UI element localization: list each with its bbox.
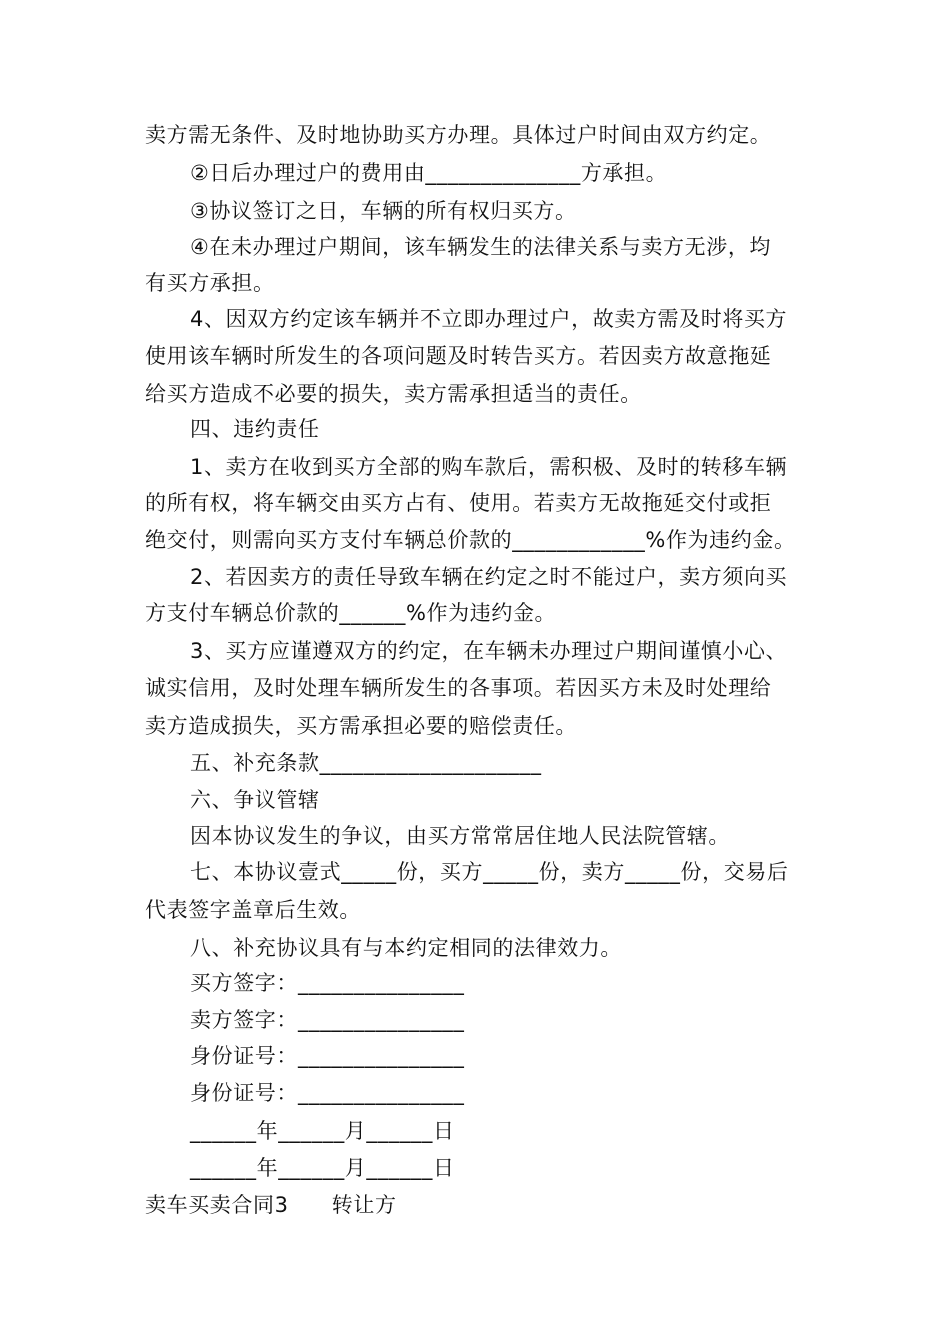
signature-line: 卖方签字：_______________	[190, 1008, 465, 1032]
paragraph-line: 3、买方应谨遵双方的约定，在车辆未办理过户期间谨慎小心、	[190, 639, 788, 663]
paragraph-line: 卖方造成损失，买方需承担必要的赔偿责任。	[145, 714, 577, 738]
date-line: ______年______月______日	[190, 1119, 455, 1143]
paragraph-line: ④在未办理过户期间，该车辆发生的法律关系与卖方无涉，均	[190, 235, 772, 259]
paragraph-line: ②日后办理过户的费用由______________方承担。	[190, 161, 668, 185]
date-line: ______年______月______日	[190, 1156, 455, 1180]
paragraph-line: 2、若因卖方的责任导致车辆在约定之时不能过户，卖方须向买	[190, 565, 788, 589]
paragraph-line: 绝交付，则需向买方支付车辆总价款的____________%作为违约金。	[145, 528, 796, 552]
id-number-line: 身份证号：_______________	[190, 1081, 465, 1105]
paragraph-line: 4、因双方约定该车辆并不立即办理过户，故卖方需及时将买方	[190, 307, 788, 331]
paragraph-line: 的所有权，将车辆交由买方占有、使用。若卖方无故拖延交付或拒	[145, 491, 772, 515]
paragraph-line: 有买方承担。	[145, 271, 275, 295]
signature-line: 买方签字：_______________	[190, 971, 465, 995]
section-heading: 八、补充协议具有与本约定相同的法律效力。	[190, 936, 622, 960]
paragraph-line: 给买方造成不必要的损失，卖方需承担适当的责任。	[145, 382, 642, 406]
section-title: 卖车买卖合同3 转让方	[145, 1193, 397, 1217]
section-heading: 五、补充条款____________________	[190, 751, 542, 775]
paragraph-line: 使用该车辆时所发生的各项问题及时转告买方。若因卖方故意拖延	[145, 344, 772, 368]
paragraph-line: 方支付车辆总价款的______%作为违约金。	[145, 601, 557, 625]
paragraph-line: 诚实信用，及时处理车辆所发生的各事项。若因买方未及时处理给	[145, 676, 772, 700]
id-number-line: 身份证号：_______________	[190, 1044, 465, 1068]
paragraph-line: 卖方需无条件、及时地协助买方办理。具体过户时间由双方约定。	[145, 123, 772, 147]
paragraph-line: 代表签字盖章后生效。	[145, 898, 361, 922]
section-heading: 六、争议管辖	[190, 788, 320, 812]
section-heading: 四、违约责任	[190, 417, 320, 441]
paragraph-line: ③协议签订之日，车辆的所有权归买方。	[190, 199, 577, 223]
paragraph-line: 因本协议发生的争议，由买方常常居住地人民法院管辖。	[190, 824, 730, 848]
paragraph-line: 七、本协议壹式_____份，买方_____份，卖方_____份，交易后	[190, 860, 789, 884]
paragraph-line: 1、卖方在收到买方全部的购车款后，需积极、及时的转移车辆	[190, 455, 788, 479]
